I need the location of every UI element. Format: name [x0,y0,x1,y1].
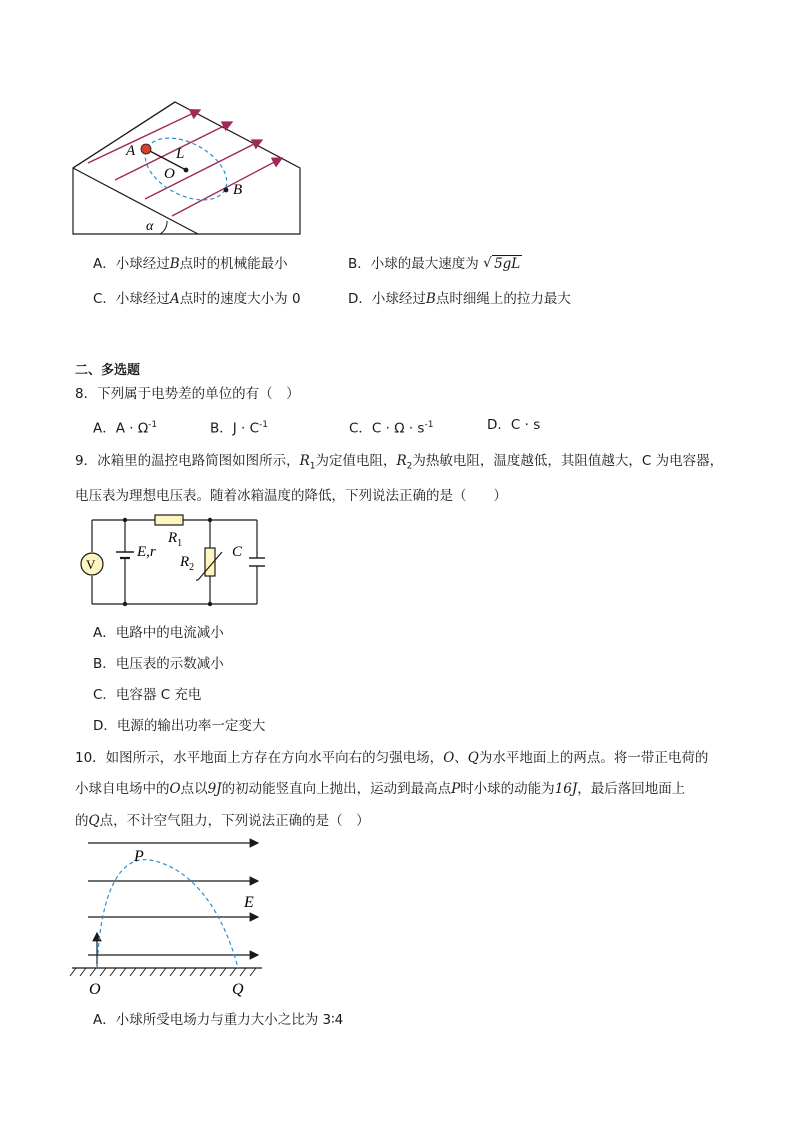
q10-l1-b: 为水平地面上的两点。将一带正电荷的 [478,750,709,766]
q7-option-d-text: D．小球经过 [348,291,426,307]
q10-l2-b: 点以 [180,781,208,797]
label-O: O [89,981,101,998]
q10-l3-a: 的 [75,813,89,829]
q8-option-c-text: C．C · Ω · s [349,420,425,437]
r2-label: $R_2$ [180,554,195,573]
q9-option-c: C．电容器 C 充电 [93,687,202,703]
q7-option-a-tail: 点时的机械能最小 [179,256,288,272]
q8-option-a-text: A．A · Ω [93,420,149,437]
q10-l1-mid: 、 [454,750,468,766]
q8-option-b-text: B．J · C [210,420,260,437]
q10-l2-16j: 16J [554,781,578,797]
q9-r1-sub: 1 [309,461,316,472]
label-Q: Q [232,981,244,998]
battery-label: E,r [137,544,156,560]
q9-r1: R [299,453,310,469]
q8-option-a-exp: -1 [148,420,158,430]
q8-option-d: D．C · s [487,417,541,433]
q10-l2-c: 的初动能竖直向上抛出，运动到最高点 [221,781,452,797]
q9-option-d: D．电源的输出功率一定变大 [93,718,266,734]
q8-stem: 8．下列属于电势差的单位的有（ ） [75,386,300,402]
q8-option-c-exp: -1 [424,420,434,430]
label-L: L [176,146,185,162]
q7-option-b-text: B．小球的最大速度为 [348,256,479,272]
sqrt-radicand: 5gL [494,256,521,272]
label-P: P [134,848,144,865]
capacitor-label: C [232,544,243,560]
q7-option-c-point: A [169,291,180,307]
q9-line1-c: 为热敏电阻，温度越低，其阻值越大，C 为电容器， [412,453,724,469]
label-B: B [233,182,243,198]
label-alpha: α [146,219,154,234]
sqrt-symbol: √ [483,255,492,271]
q10-l3-b: 点，不计空气阻力，下列说法正确的是（ ） [99,813,370,829]
q7-option-a-text: A．小球经过 [93,256,170,272]
q7-option-d-point: B [425,291,436,307]
label-A: A [126,143,136,159]
label-O: O [164,166,175,182]
q10-l3-q: Q [88,813,100,829]
q10-l2-p: P [451,781,461,797]
q10-l2-d: 时小球的动能为 [460,781,555,797]
q7-option-c-tail: 点时的速度大小为 0 [179,291,301,307]
q10-l2-a: 小球自电场中的 [75,781,170,797]
q10-l1-q: Q [467,750,479,766]
q9-option-a: A．电路中的电流减小 [93,625,224,641]
q10-option-a: A．小球所受电场力与重力大小之比为 3∶4 [93,1012,344,1028]
q10-l2-o: O [169,781,181,797]
q7-option-a-point: B [169,256,180,272]
q7-option-d-tail: 点时细绳上的拉力最大 [435,291,571,307]
q8-option-b-exp: -1 [259,420,269,430]
q10-l2-e: ，最后落回地面上 [577,781,686,797]
q10-l1-o: O [443,750,455,766]
q9-r2: R [396,453,407,469]
trajectory [97,860,238,968]
q10-l1-a: 10．如图所示，水平地面上方存在方向水平向右的匀强电场， [75,750,444,766]
ground-hatching [70,968,256,976]
q9-line1-b: 为定值电阻， [315,453,397,469]
r1-label: $R_1$ [168,530,183,549]
voltmeter-label: V [86,557,96,572]
q9-r2-sub: 2 [406,461,413,472]
q7-option-c-text: C．小球经过 [93,291,170,307]
label-E: E [244,894,254,911]
q9-stem-line2: 电压表为理想电压表。随着冰箱温度的降低，下列说法正确的是（ ） [75,488,507,504]
section-heading: 二、多选题 [75,363,141,378]
q10-l2-9j: 9J [207,781,222,797]
q9-line1-a: 9．冰箱里的温控电路简图如图所示， [75,453,300,469]
q9-option-b: B．电压表的示数减小 [93,656,224,672]
